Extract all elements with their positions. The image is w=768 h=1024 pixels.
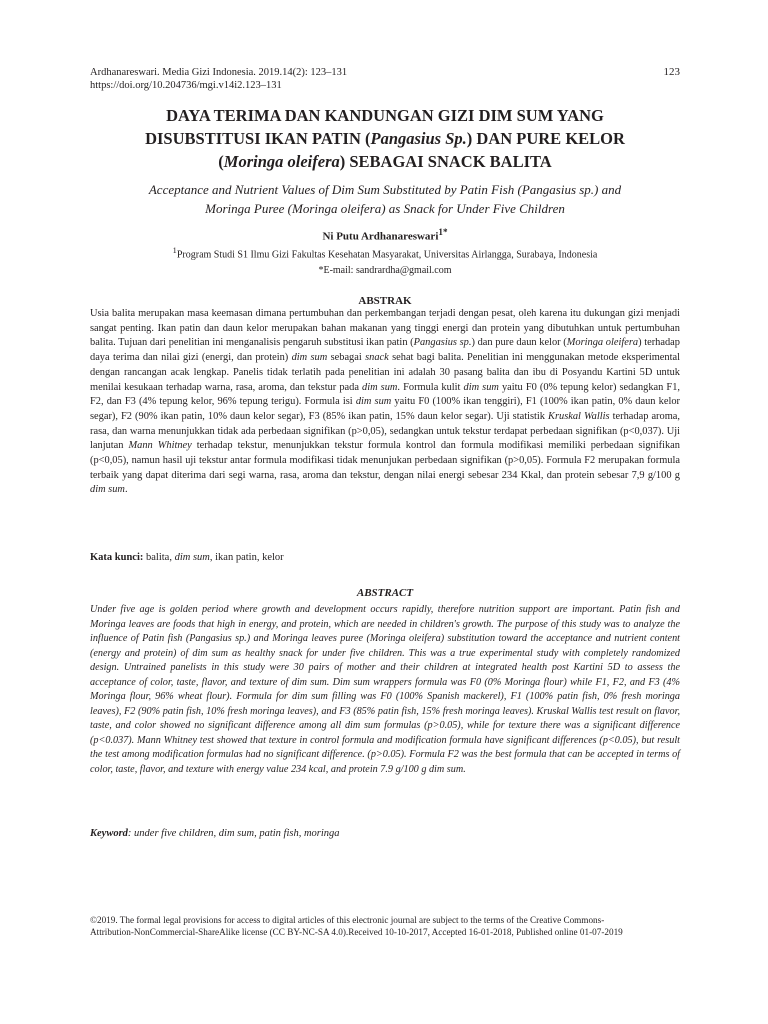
footer-line-2: Attribution-NonCommercial-ShareAlike license (CC BY-NC-SA 4.0).Received 10-10-2017, Accepted 16-01-2018, Published online 01-07-2019 <box>90 927 623 937</box>
english-title-line-1: Acceptance and Nutrient Values of Dim Sum Substituted by Patin Fish (Pangasius sp.) and <box>148 182 622 197</box>
abstrak-paragraph: Usia balita merupakan masa keemasan dimana pertumbuhan dan perkembangan terjadi dengan pesat, oleh karena itu dukungan gizi menjadi sangat penting. Ikan patin dan daun kelor merupakan bahan makanan yang tinggi energi dan protein yang dibutuhkan untuk pertumbuhan balita. Tujuan dari penelitian ini menganalisis pengaruh substitusi ikan patin (Pangasius sp.) dan pure daun kelor (Moringa oleifera) terhadap daya terima dan nilai gizi (energi, dan protein) dim sum sebagai snack sehat bagi balita. Penelitian ini menggunakan metode eksperimental dengan rancangan acak lengkap. Panelis tidak terlatih pada penelitian ini adalah 30 pasang balita dan ibu di Posyandu Kartini 5D untuk menilai kesukaan terhadap warna, rasa, aroma, dan tekstur pada dim sum. Formula kulit dim sum yaitu F0 (0% tepung kelor) sedangkan F1, F2, dan F3 (4% tepung kelor, 96% tepung terigu). Formula isi dim sum yaitu F0 (100% ikan tenggiri), F1 (100% ikan patin, 0% daun kelor segar), F2 (90% ikan patin, 10% daun kelor segar), F3 (85% ikan patin, 15% daun kelor segar). Uji statistik Kruskal Wallis terhadap aroma, rasa, dan warna menunjukkan tidak ada perbedaan signifikan (p>0,05), sedangkan untuk tekstur terdapat perbedaan signifikan (p<0,037). Uji lanjutan Mann Whitney terhadap tekstur, menunjukkan tekstur formula kontrol dan formula modifikasi memiliki perbedaan signifikan (p<0,05), namun hasil uji tekstur antar formula modifikasi tidak menunjukan perbedaan signifikan (p>0,05). Formula F2 merupakan formula terbaik yang dapat diterima dari segi warna, rasa, aroma dan tekstur, dengan nilai energi sebesar 234 Kkal, dan protein sebesar 7,9 g/100 g dim sum. <box>90 308 681 496</box>
title-line-1: DAYA TERIMA DAN KANDUNGAN GIZI DIM SUM YANG <box>166 106 604 125</box>
english-title-line-2: Moringa Puree (Moringa oleifera) as Snack for Under Five Children <box>205 201 565 216</box>
affiliation-line: $^1$Program Studi S1 Ilmu Gizi Fakultas Kesehatan Masyarakat, Universitas Airlangga, Surabaya, Indonesia <box>172 246 598 261</box>
page-number: 123 <box>663 66 680 78</box>
license-footer <box>90 914 680 938</box>
kata-kunci: Kata kunci: balita, dim sum, ikan patin, kelor <box>90 552 284 563</box>
author-name: Ni Putu Ardhanareswari$^{1*}$ <box>322 227 448 243</box>
author-email[interactable]: *E-mail: sandrardha@gmail.com <box>318 265 452 277</box>
footer-line-1: ©2019. The formal legal provisions for access to digital articles of this electronic journal are subject to the terms of the Creative Commons- <box>90 915 605 925</box>
title-line-3: (Moringa oleifera) SEBAGAI SNACK BALITA <box>218 152 552 171</box>
english-title <box>90 180 680 218</box>
author-affiliation <box>90 243 680 279</box>
abstrak-heading: ABSTRAK <box>358 295 412 307</box>
abstract-heading: ABSTRACT <box>356 587 414 599</box>
doi-line[interactable]: https://doi.org/10.204736/mgi.v14i2.123–131 <box>90 80 282 91</box>
running-header <box>90 66 680 92</box>
abstract-paragraph: Under five age is golden period where growth and development occurs rapidly, therefore nutrition support are important. Patin fish and Moringa leaves are foods that high in energy, and protein, which are needed in children's growth. The purpose of this study was to analyze the influence of Patin fish (Pangasius sp.) and Moringa leaves puree (Moringa oleifera) substitution toward the acceptance and nutrient content (energy and protein) of dim sum as healthy snack for under five children. This was a true experimental study with completely randomized design. Untrained panelists in this study were 30 pairs of mother and their children at integrated health post Kartini 5D to assess the acceptance of color, taste, flavor, and texture of dim sum. Dim sum wrappers formula was F0 (0% Moringa flour) while F1, F2, and F3 (4% Moringa flour, 96% wheat flour). Formula for dim sum filling was F0 (100% Spanish mackerel), F1 (100% patin fish, 0% fresh moringa leaves), F2 (90% patin fish, 10% fresh moringa leaves), and F3 (85% patin fish, 15% fresh moringa leaves). Kruskal Wallis test result on flavor, taste, and color showed no significant difference among all dim sum formulas (p>0.05), while for texture there was a significant difference (p<0.037). Mann Whitney test showed that texture in control formula and modification formula have significant differences (p<0.05), but result the test among modification formulas had no significant difference. (p>0.05). Formula F2 was the best formula that can be accepted in terms of color, taste, flavor, and texture with energy value 234 kcal, and protein 7.9 g/100 g dim sum. <box>90 604 680 775</box>
citation-line: Ardhanareswari. Media Gizi Indonesia. 2019.14(2): 123–131 <box>90 67 348 78</box>
paper-title <box>90 104 680 173</box>
keywords: Keyword: under five children, dim sum, patin fish, moringa <box>90 828 340 839</box>
title-line-2: DISUBSTITUSI IKAN PATIN (Pangasius Sp.) DAN PURE KELOR <box>145 129 625 148</box>
